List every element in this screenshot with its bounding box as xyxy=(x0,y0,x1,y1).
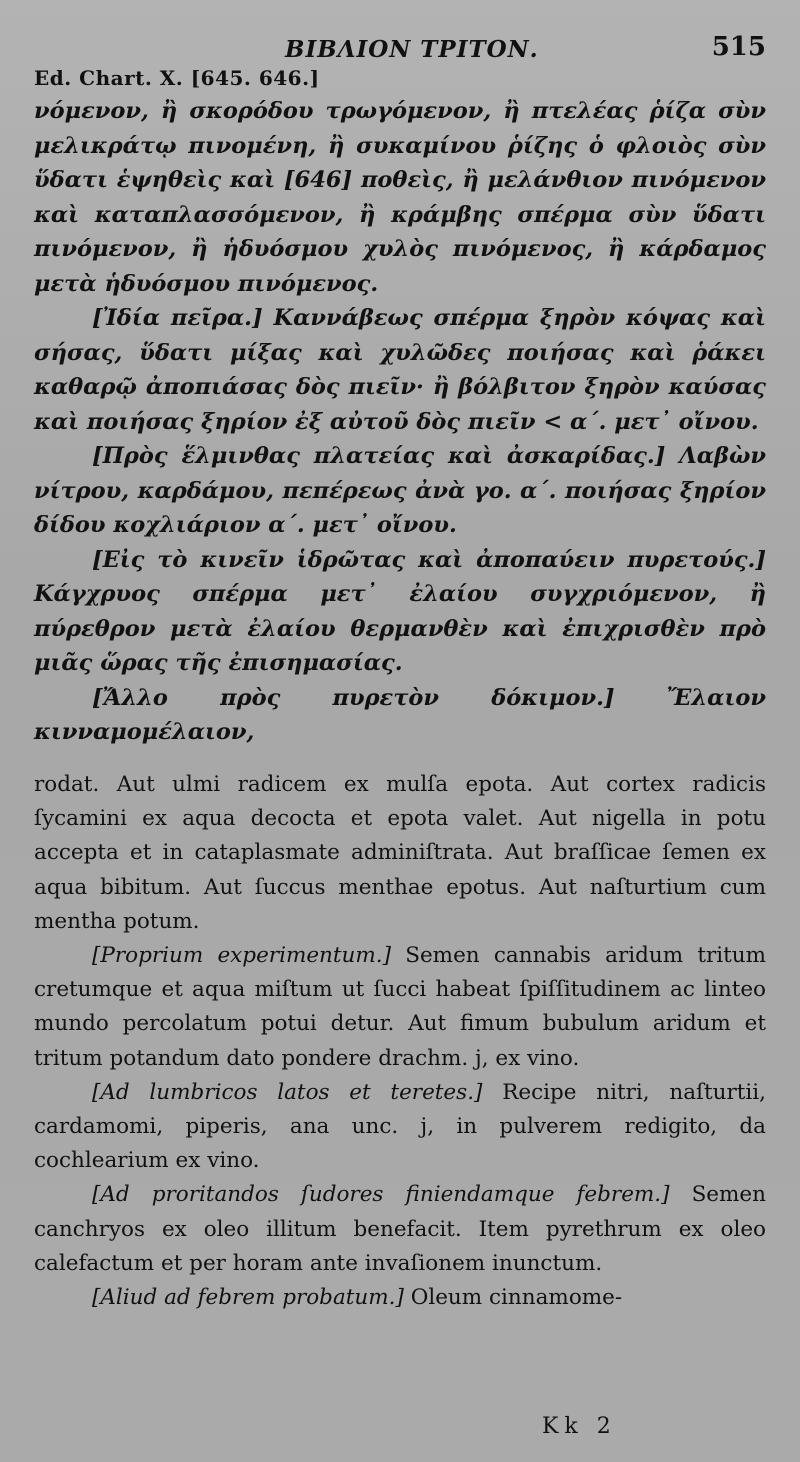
page-number: 515 xyxy=(711,32,766,62)
running-head xyxy=(0,28,800,68)
latin-heading-5: [Aliud ad febrem probatum.] xyxy=(92,1285,404,1311)
greek-heading-2: [Ἰδία πεῖρα.] xyxy=(92,305,263,331)
greek-heading-4: [Εἰς τὸ κινεῖν ἱδρῶτας καὶ ἀποπαύειν πυρετούς.] xyxy=(92,546,766,573)
greek-body-4: Κάγχρυος σπέρμα μετ᾽ ἐλαίου συγχριόμενον, ἢ πύρεθρον μετὰ ἐλαίου θερμανθὲν καὶ ἐπιχρισθὲν πρὸ μιᾶς ὥρας τῆς ἐπισημασίας. xyxy=(34,581,766,676)
greek-body-2: Καννάβεως σπέρμα ξηρὸν κόψας καὶ σήσας, ὕδατι μίξας καὶ χυλῶδες ποιήσας καὶ ῥάκει καθαρῷ ἀποπιάσας δὸς πιεῖν· ἢ βόλβιτον ξηρὸν καύσας καὶ ποιήσας ξηρίον ἐξ αὐτοῦ δὸς πιεῖν < α΄. μετ᾽ οἴνου. xyxy=(34,305,766,435)
latin-paragraph-4 xyxy=(34,1178,766,1281)
latin-body-2: Semen cannabis aridum tritum cretumque et aqua miſtum ut ſucci habeat ſpiſſitudinem ac linteo mundo percolatum potui detur. Aut fimum bubulum aridum et tritum potandum dato pondere drachm. j, ex vino. xyxy=(34,943,766,1071)
latin-heading-2: [Proprium experimentum.] xyxy=(92,943,391,969)
latin-paragraph-5 xyxy=(34,1281,766,1315)
latin-heading-3: [Ad lumbricos latos et teretes.] xyxy=(92,1079,483,1105)
greek-heading-3: [Πρὸς ἕλμινθας πλατείας καὶ ἀσκαρίδας.] xyxy=(92,443,666,469)
greek-heading-5: [Ἄλλο πρὸς πυρετὸν δόκιμον.] xyxy=(92,684,615,711)
edition-reference: Ed. Chart. X. [645. 646.] xyxy=(34,66,320,90)
latin-paragraph-1: rodat. Aut ulmi radicem ex mulſa epota. Aut cortex radicis ſycamini ex aqua decocta et epota valet. Aut nigella in potu accepta et in cataplasmate adminiſtrata. Aut braſſicae ſemen ex aqua bibitum. Aut ſuccus menthae epotus. Aut naſturtium cum mentha potum. xyxy=(34,772,766,934)
running-title: ΒΙΒΛΙΟΝ ΤΡΙΤΟΝ. xyxy=(285,36,539,63)
greek-paragraph-1: νόμενον, ἢ σκορόδου τρωγόμενον, ἢ πτελέας ῥίζα σὺν μελικράτῳ πινομένη, ἢ συκαμίνου ῥίζης ὁ φλοιὸς σὺν ὕδατι ἑψηθεὶς καὶ [646] ποθεὶς, ἢ μελάνθιον πινόμενον καὶ καταπλασσόμενον, ἢ κράμβης σπέρμα σὺν ὕδατι πινόμενον, ἢ ἡδυόσμου χυλὸς πινόμενος, ἢ κάρδαμος μετὰ ἡδυόσμου πινόμενος. xyxy=(34,98,766,297)
latin-text-block xyxy=(34,768,766,1315)
latin-paragraph-2 xyxy=(34,939,766,1076)
signature-mark: Kk 2 xyxy=(542,1414,617,1439)
latin-body-3: Recipe nitri, naſturtii, cardamomi, piperis, ana unc. j, in pulverem redigito, da cochlearium ex vino. xyxy=(34,1079,766,1174)
greek-body-5: Ἔλαιον κινναμομέλαιον, xyxy=(34,684,766,745)
greek-text-block xyxy=(34,94,766,750)
latin-body-4: Semen canchryos ex oleo illitum benefacit. Item pyrethrum ex oleo calefactum et per horam ante invaſionem inunctum. xyxy=(34,1182,766,1276)
latin-heading-4: [Ad proritandos ſudores finiendamque febrem.] xyxy=(92,1182,670,1208)
latin-body-5: Oleum cinnamome- xyxy=(410,1285,623,1311)
greek-paragraph-3 xyxy=(34,439,766,543)
latin-paragraph-3 xyxy=(34,1076,766,1179)
greek-paragraph-2 xyxy=(34,301,766,439)
greek-body-3: Λαβὼν νίτρου, καρδάμου, πεπέρεως ἀνὰ γο. α΄. ποιήσας ξηρίον δίδου κοχλιάριον α΄. μετ᾽ οἴνου. xyxy=(34,443,766,538)
greek-paragraph-5 xyxy=(34,681,766,750)
greek-paragraph-4 xyxy=(34,543,766,681)
